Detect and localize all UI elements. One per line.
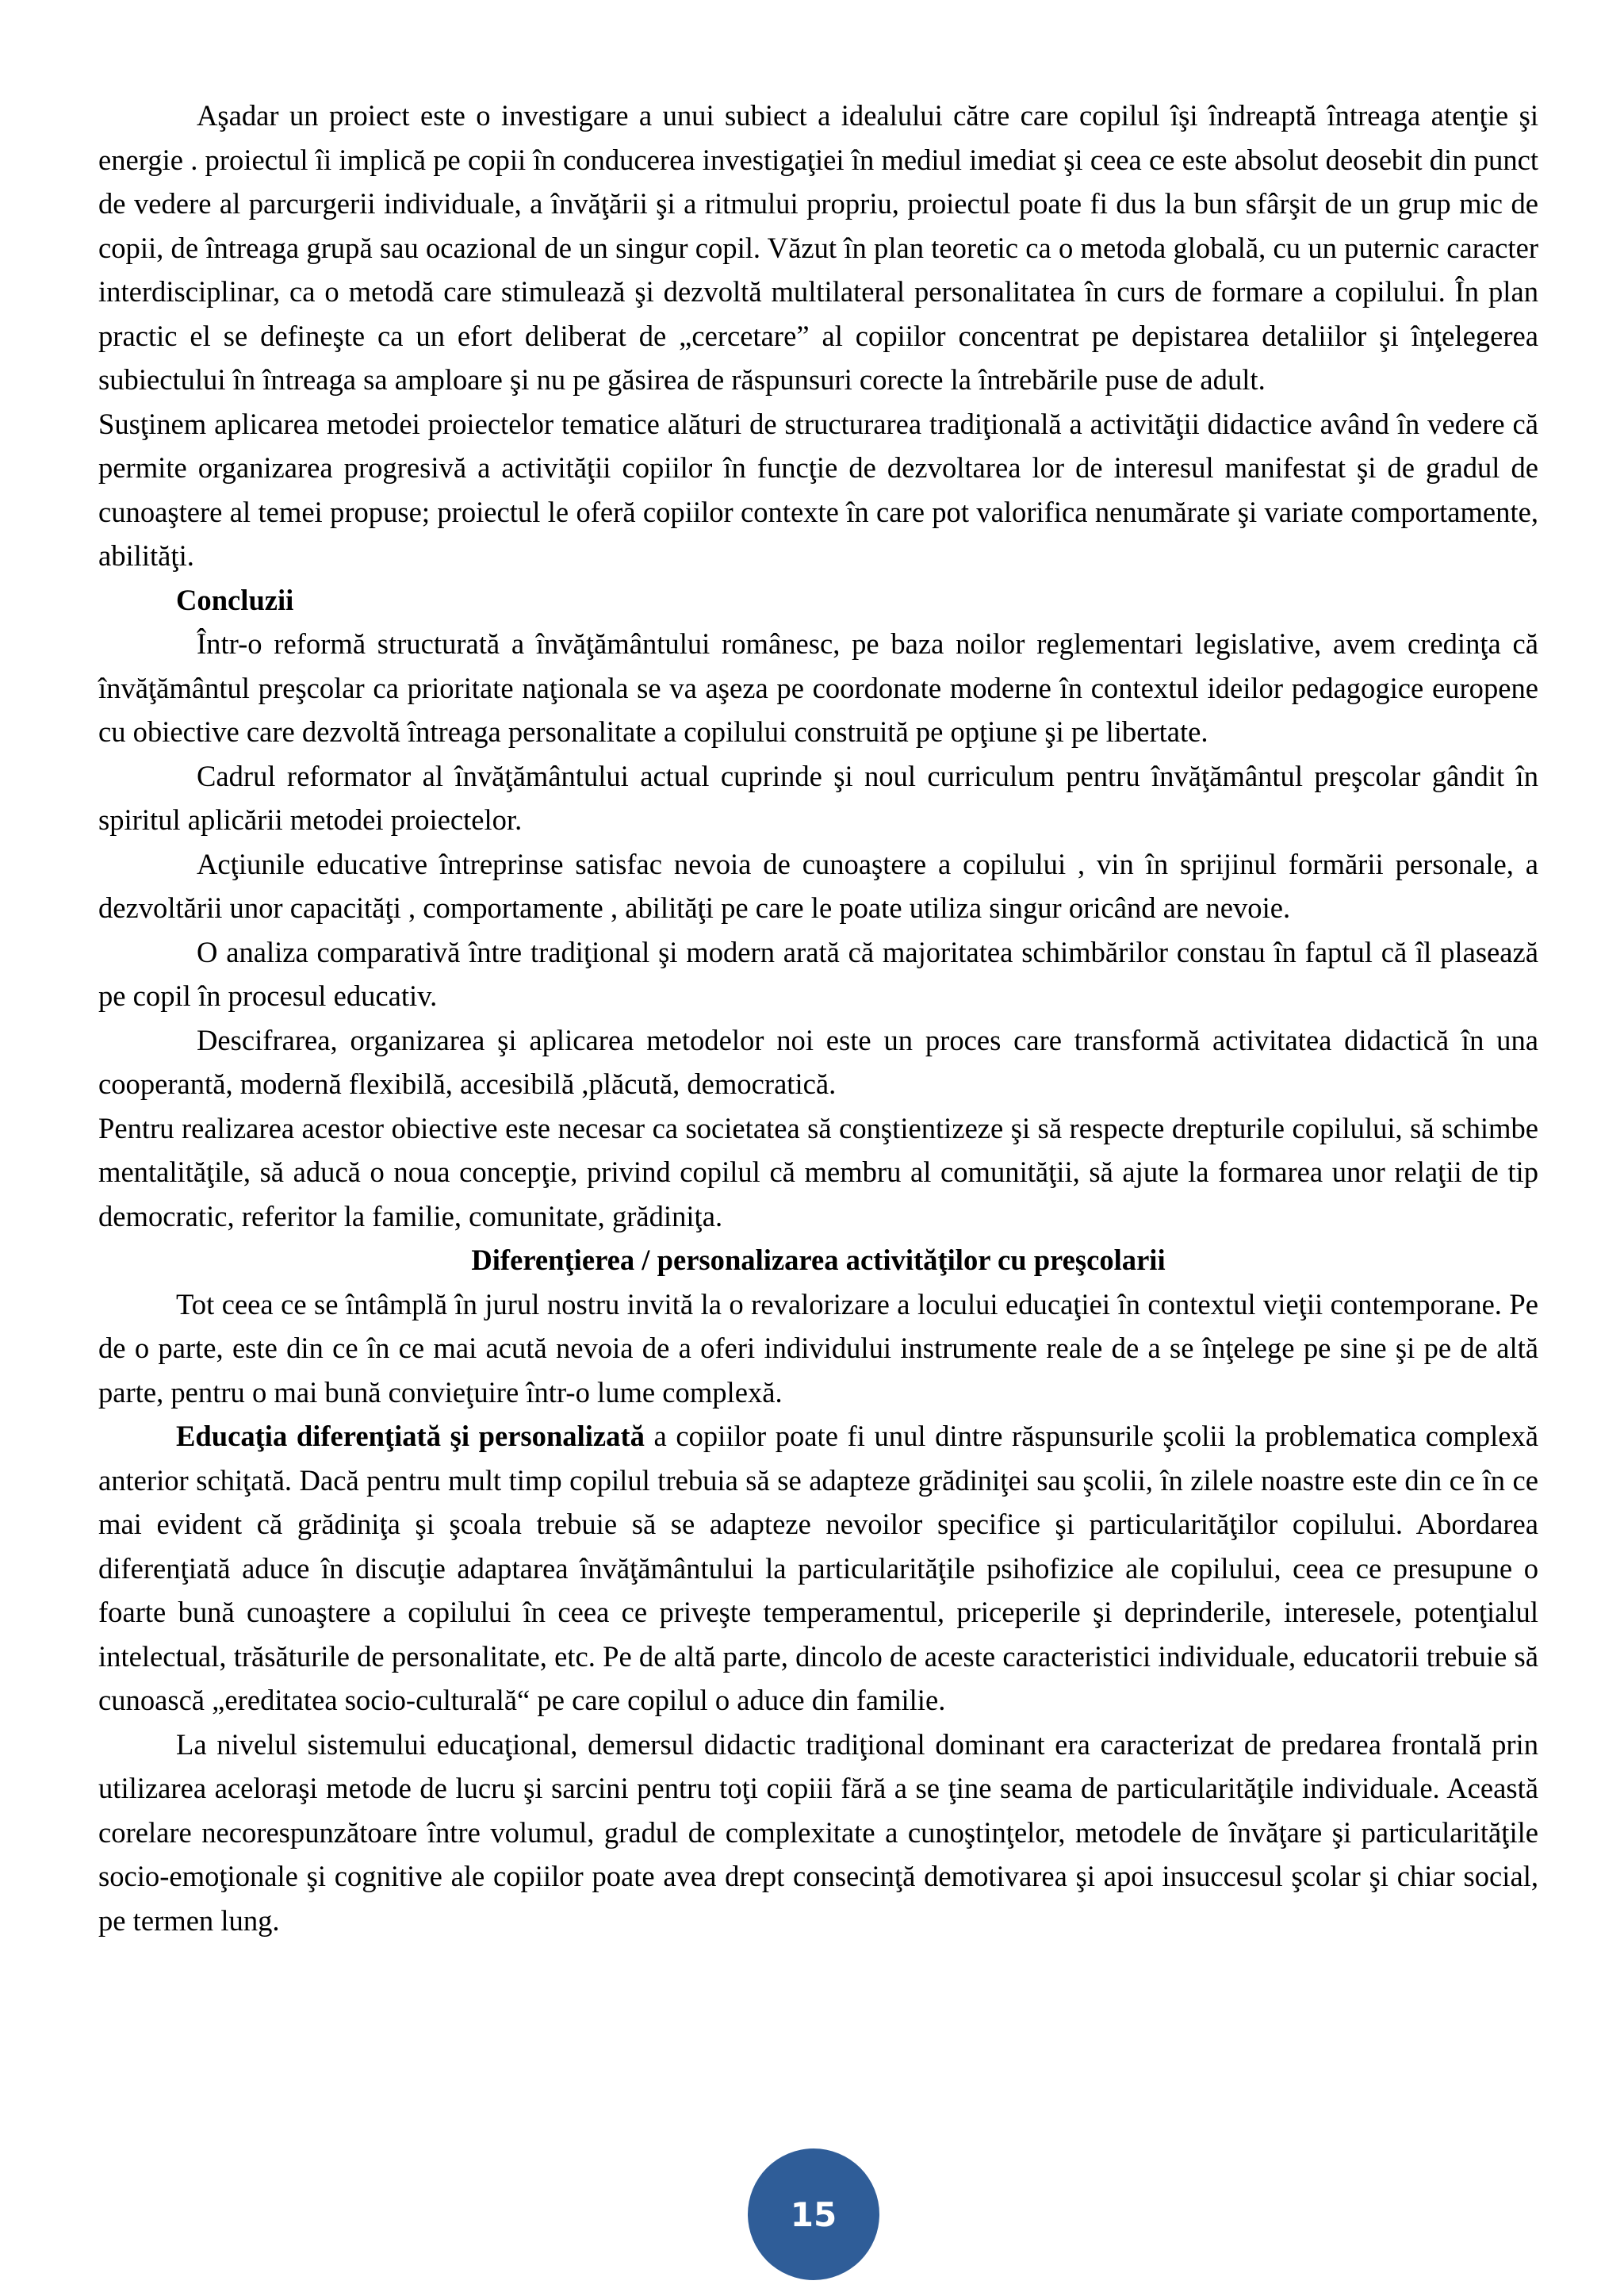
paragraph-curriculum: Cadrul reformator al învăţământului actual cuprinde şi noul curriculum pentru învăţământul preşcolar gândit în spiritul aplicării metodei proiectelor. [98, 759, 1538, 836]
paragraph-thematic-projects: Susţinem aplicarea metodei proiectelor tematice alături de structurarea tradiţională a activităţii didactice având în vedere că permite organizarea progresivă a activităţii copiilor în funcţie de dezvoltarea lor de interesul manifestat şi de gradul de cunoaştere al temei propuse; proiectul le oferă copiilor contexte în care pot valorifica nenumărate şi variate comportamente, abilităţi. [98, 407, 1538, 572]
paragraph-objectives: Pentru realizarea acestor obiective este necesar ca societatea să conştientizeze şi să respecte drepturile copilului, să schimbe mentalităţile, să aducă o noua concepţie, privind copilul că membru al comunităţii, să ajute la formarea unor relaţii de tip democratic, referitor la familie, comunitate, grădiniţa. [98, 1111, 1538, 1232]
paragraph-educational-actions: Acţiunile educative întreprinse satisfac nevoia de cunoaştere a copilului , vin în sprijinul formării personale, a dezvoltării unor capacităţi , comportamente , abilităţi pe care le poate utiliza singur oricând are nevoie. [98, 847, 1538, 924]
heading-diferentierea: Diferenţierea / personalizarea activităţilor cu preşcolarii [471, 1244, 1166, 1276]
paragraph-traditional-approach: La nivelul sistemului educaţional, demersul didactic tradiţional dominant era caracterizat de predarea frontală prin utilizarea aceloraşi metode de lucru şi sarcini pentru toţi copiii fără a se ţine seama de particularităţile individuale. Această corelare necorespunzătoare între volumul, gradul de complexitate a cunoştinţelor, metodele de învăţare şi particularităţile socio-emoţionale şi cognitive ale copiilor poate avea drept consecinţă demotivarea şi apoi insuccesul şcolar şi chiar social, pe termen lung. [98, 1727, 1538, 1937]
page-number: 15 [790, 2194, 837, 2234]
paragraph-comparative-analysis: O analiza comparativă între tradiţional şi modern arată că majoritatea schimbărilor constau în faptul că îl plasează pe copil în procesul educativ. [98, 935, 1538, 1012]
paragraph-new-methods: Descifrarea, organizarea şi aplicarea metodelor noi este un proces care transformă activitatea didactică în una cooperantă, modernă flexibilă, accesibilă ,plăcută, democratică. [98, 1023, 1538, 1100]
paragraph-reform: Într-o reformă structurată a învăţământului românesc, pe baza noilor reglementari legislative, avem credinţa că învăţământul preşcolar ca prioritate naţionala se va aşeza pe coordonate moderne în contextul ideilor pedagogice europene cu obiective care dezvoltă întreaga personalitate a copilului construită pe opţiune şi pe libertate. [98, 627, 1538, 748]
differentiated-education-text: a copiilor poate fi unul dintre răspunsurile şcolii la problematica complexă anterior schiţată. Dacă pentru mult timp copilul trebuia să se adapteze grădiniţei sau şcolii, în zilele noastre este din ce în ce mai evident că grădiniţa şi şcoala trebuie să se adapteze nevoilor specifice şi particularităţilor copilului. Abordarea diferenţiată aduce în discuţie adaptarea învăţământului la particularităţile psihofizice ale copilului, ceea ce presupune o foarte bună cunoaştere a copilului în ceea ce priveşte temperamentul, priceperile şi deprinderile, interesele, potenţialul intelectual, trăsăturile de personalitate, etc. Pe de altă parte, dincolo de aceste caracteristici individuale, educatorii trebuie să cunoască „ereditatea socio-culturală“ pe care copilul o aduce din familie. [98, 1420, 1538, 1716]
page-number-badge [748, 2148, 879, 2280]
heading-concluzii: Concluzii [176, 583, 294, 616]
paragraph-differentiated-education [98, 1414, 1538, 1723]
paragraph-project-definition: Aşadar un proiect este o investigare a unui subiect a idealului către care copilul îşi îndreaptă întreaga atenţie şi energie . proiectul îi implică pe copii în conducerea investigaţiei în mediul imediat şi ceea ce este absolut deosebit din punct de vedere al parcurgerii individuale, a învăţării şi a ritmului propriu, proiectul poate fi dus la bun sfârşit de un grup mic de copii, de întreaga grupă sau ocazional de un singur copil. Văzut în plan teoretic ca o metoda globală, cu un puternic caracter interdisciplinar, ca o metodă care stimulează şi dezvoltă multilateral personalitatea în curs de formare a copilului. În plan practic el se defineşte ca un efort deliberat de „cercetare” al copiilor concentrat pe depistarea detaliilor şi înţelegerea subiectului în întreaga sa amploare şi nu pe găsirea de răspunsuri corecte la întrebările puse de adult. [98, 99, 1538, 396]
differentiated-education-term: Educaţia diferenţiată şi personalizată [176, 1420, 645, 1452]
paragraph-revalorization: Tot ceea ce se întâmplă în jurul nostru invită la o revalorizare a locului educaţiei în contextul vieţii contemporane. Pe de o parte, este din ce în ce mai acută nevoia de a oferi individului instrumente reale de a se înţelege pe sine şi pe de altă parte, pentru o mai bună convieţuire într-o lume complexă. [98, 1287, 1538, 1409]
document-body [98, 94, 1538, 1942]
